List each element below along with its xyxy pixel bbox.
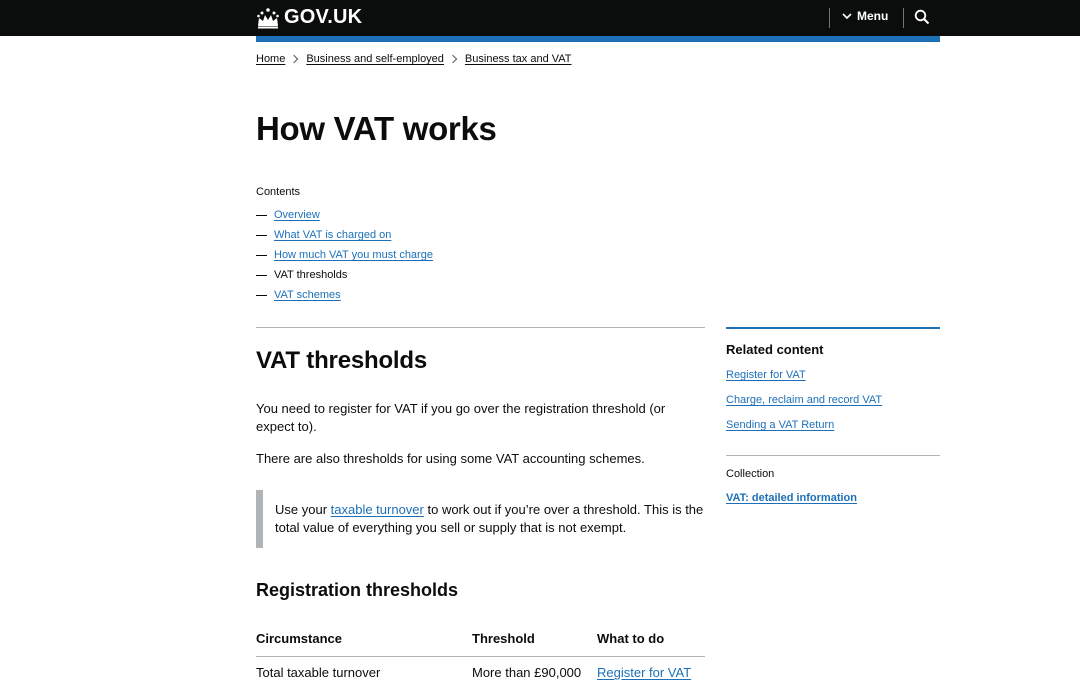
contents-list	[256, 205, 433, 305]
table-header-cell: What to do	[597, 631, 665, 646]
contents-link-how-much[interactable]: How much VAT you must charge	[274, 249, 433, 261]
table-header-cell: Threshold	[472, 631, 535, 646]
inset-text	[256, 490, 706, 548]
related-content-heading: Related content	[726, 342, 824, 357]
contents-current-thresholds: VAT thresholds	[274, 269, 348, 281]
inset-prefix: Use your	[275, 502, 331, 517]
chevron-right-icon	[449, 55, 457, 63]
contents-heading: Contents	[256, 186, 301, 198]
contents-item	[256, 265, 433, 285]
contents-item	[256, 225, 433, 245]
contents-nav	[256, 186, 433, 305]
dash-icon	[256, 295, 267, 296]
related-link-register[interactable]: Register for VAT	[726, 369, 806, 381]
table-cell: More than £90,000	[472, 665, 582, 680]
contents-item	[256, 285, 433, 305]
header-divider	[829, 8, 830, 28]
search-icon	[914, 9, 930, 25]
related-item	[726, 394, 882, 419]
page-title: How VAT works	[256, 110, 497, 147]
table-header-cell: Circumstance	[256, 631, 342, 646]
govuk-logo[interactable]	[256, 6, 362, 29]
dash-icon	[256, 215, 267, 216]
contents-link-overview[interactable]: Overview	[274, 209, 320, 221]
related-link-charge-reclaim[interactable]: Charge, reclaim and record VAT	[726, 394, 883, 406]
sidebar-divider	[726, 455, 940, 456]
related-link-vat-return[interactable]: Sending a VAT Return	[726, 419, 835, 431]
breadcrumb-tax-vat[interactable]: Business tax and VAT	[464, 53, 572, 65]
related-links	[726, 369, 882, 444]
related-item	[726, 419, 882, 444]
breadcrumb	[256, 53, 572, 65]
search-button[interactable]	[914, 9, 930, 30]
menu-label: Menu	[857, 9, 889, 23]
contents-item	[256, 205, 433, 225]
crown-icon	[256, 7, 280, 29]
registration-thresholds-heading: Registration thresholds	[256, 580, 459, 600]
contents-item	[256, 245, 433, 265]
chevron-down-icon	[842, 12, 852, 20]
body-paragraph: You need to register for VAT if you go over the registration threshold (or expect to).	[256, 401, 666, 434]
logo-text: GOV.UK	[284, 6, 363, 28]
collection-link[interactable]: VAT: detailed information	[726, 492, 857, 504]
related-item	[726, 369, 882, 394]
register-for-vat-link[interactable]: Register for VAT	[597, 665, 692, 680]
contents-link-charged-on[interactable]: What VAT is charged on	[274, 229, 392, 241]
header-divider	[903, 8, 904, 28]
section-divider	[256, 327, 705, 328]
menu-button[interactable]	[842, 9, 888, 23]
contents-link-schemes[interactable]: VAT schemes	[274, 289, 341, 301]
table-cell: Total taxable turnover	[256, 665, 381, 680]
sidebar-accent-rule	[726, 327, 940, 329]
breadcrumb-home[interactable]: Home	[256, 53, 286, 65]
chevron-right-icon	[290, 55, 298, 63]
header-accent-bar	[256, 36, 940, 42]
dash-icon	[256, 255, 267, 256]
table-header	[256, 631, 705, 657]
dash-icon	[256, 275, 267, 276]
body-paragraph: There are also thresholds for using some VAT accounting schemes.	[256, 451, 645, 466]
breadcrumb-business[interactable]: Business and self-employed	[306, 53, 444, 65]
inset-suffix: to work out if you’re over a threshold. This is the total value of everything you sell or supply that is not exempt.	[275, 502, 704, 535]
taxable-turnover-link[interactable]: taxable turnover	[330, 502, 424, 517]
site-header	[0, 0, 1080, 36]
section-heading: VAT thresholds	[256, 347, 427, 374]
collection-label: Collection	[726, 468, 775, 480]
dash-icon	[256, 235, 267, 236]
